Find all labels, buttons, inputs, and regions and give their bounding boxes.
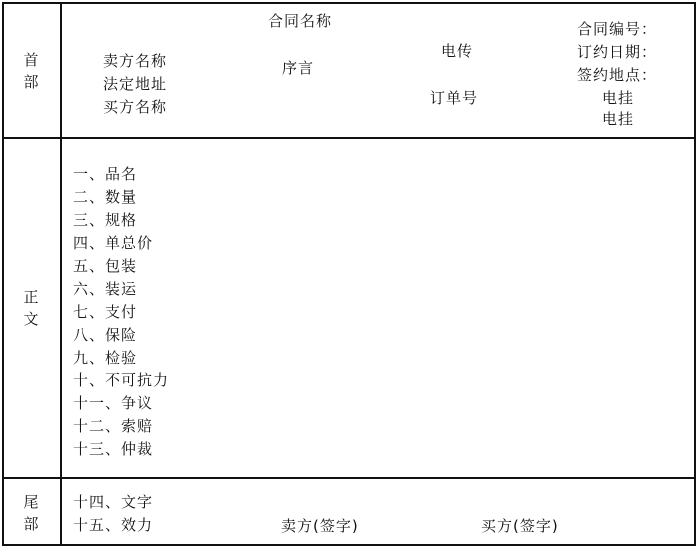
seller-signature: 卖方(签字) bbox=[281, 517, 359, 535]
cable-address-1: 电挂 bbox=[602, 89, 635, 107]
section-label-footer bbox=[2, 479, 60, 546]
section-label-body-char-2: 文 bbox=[23, 310, 39, 328]
preface: 序言 bbox=[282, 59, 315, 77]
section-label-header bbox=[2, 4, 60, 137]
list-item: 九、检验 bbox=[73, 349, 138, 367]
section-label-header-char-2: 部 bbox=[23, 72, 39, 91]
list-item: 十、不可抗力 bbox=[73, 371, 170, 389]
signing-place: 签约地点： bbox=[577, 66, 658, 84]
list-item: 三、规格 bbox=[73, 211, 138, 229]
list-item: 八、保险 bbox=[73, 326, 138, 344]
contract-number: 合同编号： bbox=[577, 20, 658, 38]
column-divider bbox=[60, 2, 62, 546]
seller-name: 卖方名称 bbox=[103, 52, 168, 70]
list-item: 十五、效力 bbox=[73, 516, 154, 534]
list-item: 一、品名 bbox=[73, 165, 138, 183]
section-label-body-char-1: 正 bbox=[23, 288, 39, 306]
list-item: 五、包装 bbox=[73, 257, 138, 275]
section-label-header-char-1: 首 bbox=[23, 50, 39, 69]
list-item: 七、支付 bbox=[73, 303, 138, 321]
list-item: 十一、争议 bbox=[73, 394, 154, 412]
list-item: 四、单总价 bbox=[73, 234, 154, 252]
cable-address-2: 电挂 bbox=[602, 110, 635, 128]
row-divider-header-body bbox=[2, 137, 696, 139]
legal-address: 法定地址 bbox=[103, 75, 168, 93]
section-label-body bbox=[2, 139, 60, 477]
signing-date: 订约日期： bbox=[577, 43, 658, 61]
contract-name: 合同名称 bbox=[267, 12, 333, 30]
telegram: 电传 bbox=[441, 42, 474, 60]
order-number: 订单号 bbox=[430, 89, 479, 107]
buyer-signature: 买方(签字) bbox=[481, 517, 559, 535]
section-label-footer-char-1: 尾 bbox=[23, 492, 39, 511]
list-item: 六、装运 bbox=[73, 280, 138, 298]
row-divider-body-footer bbox=[2, 477, 696, 479]
list-item: 十四、文字 bbox=[73, 493, 154, 511]
buyer-name: 买方名称 bbox=[103, 98, 168, 116]
list-item: 二、数量 bbox=[73, 188, 138, 206]
section-label-footer-char-2: 部 bbox=[23, 514, 39, 533]
list-item: 十二、索赔 bbox=[73, 417, 154, 435]
list-item: 十三、仲裁 bbox=[73, 440, 154, 458]
